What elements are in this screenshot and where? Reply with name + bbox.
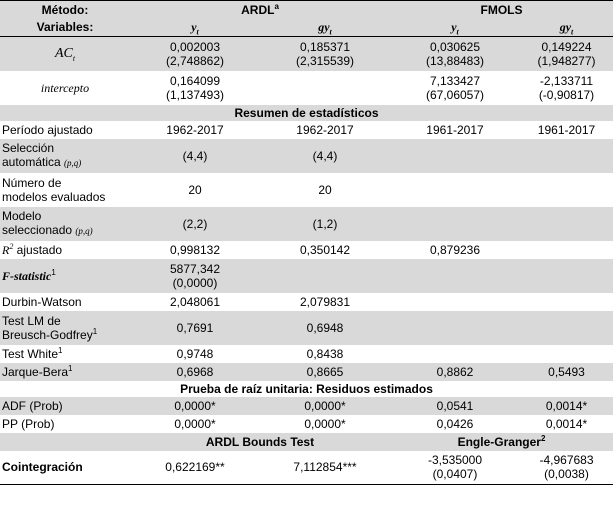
ac-sub: t bbox=[72, 53, 76, 63]
row-seleccion bbox=[0, 139, 613, 173]
modelo-pq: (p,q) bbox=[75, 226, 93, 236]
lm-label-1: Test LM de bbox=[2, 313, 61, 328]
engle-text: Engle-Granger bbox=[457, 434, 541, 449]
periodo-v2: 1962-2017 bbox=[296, 122, 354, 137]
row-intercept bbox=[0, 71, 613, 105]
intercept-v1-t: (1,137493) bbox=[165, 87, 225, 102]
ardl-header bbox=[130, 1, 390, 19]
raiz-title: Prueba de raíz unitaria: Residuos estimados bbox=[180, 381, 433, 396]
header-row-method bbox=[0, 1, 613, 19]
variables-label: Variables: bbox=[36, 20, 94, 35]
jb-v2: 0,8665 bbox=[306, 364, 344, 379]
fstat-v1 bbox=[130, 259, 260, 293]
adf-v2: 0,0000* bbox=[304, 398, 346, 413]
numero-v4 bbox=[520, 173, 613, 207]
r2-r: R bbox=[2, 242, 10, 257]
fstat-label bbox=[0, 259, 130, 293]
white-v3 bbox=[390, 345, 520, 363]
intercept-v4 bbox=[520, 71, 613, 105]
r2-text: ajustado bbox=[13, 242, 63, 257]
numero-v1: 20 bbox=[188, 182, 202, 197]
numero-label-1: Número de bbox=[2, 175, 62, 190]
dw-v3 bbox=[390, 293, 520, 311]
coint-v1: 0,622169** bbox=[165, 460, 225, 475]
modelo-text: seleccionado bbox=[2, 223, 73, 237]
periodo-v3: 1961-2017 bbox=[426, 122, 484, 137]
ac-label bbox=[0, 37, 130, 71]
coint-v3-val: -3,535000 bbox=[427, 453, 483, 468]
white-label bbox=[0, 345, 130, 363]
jb-text: Jarque-Bera bbox=[2, 364, 69, 379]
fstat-sup: 1 bbox=[51, 267, 56, 277]
pp-v1: 0,0000* bbox=[174, 416, 216, 431]
fstat-v2 bbox=[260, 259, 390, 293]
numero-label bbox=[0, 173, 130, 207]
intercept-v1-val: 0,164099 bbox=[169, 73, 221, 88]
modelo-v2: (1,2) bbox=[312, 216, 338, 231]
adf-v3: 0,0541 bbox=[436, 398, 474, 413]
tests-header-blank bbox=[0, 433, 130, 451]
row-jb bbox=[0, 363, 613, 381]
col-y-ardl bbox=[130, 19, 260, 37]
coint-v3 bbox=[390, 451, 520, 485]
col-sub: t bbox=[329, 27, 332, 37]
pp-label: PP (Prob) bbox=[2, 416, 55, 431]
seleccion-label bbox=[0, 139, 130, 173]
row-cointegracion bbox=[0, 451, 613, 485]
seleccion-v2: (4,4) bbox=[312, 148, 338, 163]
fstat-v1-val: 5877,342 bbox=[169, 261, 221, 276]
adf-label: ADF (Prob) bbox=[2, 398, 63, 413]
row-tests-header bbox=[0, 433, 613, 451]
modelo-v4 bbox=[520, 207, 613, 241]
pp-v2: 0,0000* bbox=[304, 416, 346, 431]
lm-v2: 0,6948 bbox=[306, 320, 344, 335]
col-gy-fmols bbox=[520, 19, 613, 37]
lm-v1: 0,7691 bbox=[176, 320, 214, 335]
pp-v3: 0,0426 bbox=[436, 416, 474, 431]
white-v2: 0,8438 bbox=[306, 346, 344, 361]
section-resumen bbox=[0, 105, 613, 121]
col-sub: t bbox=[456, 27, 459, 37]
white-text: Test White bbox=[2, 346, 59, 361]
metodo-label: Método: bbox=[41, 2, 89, 17]
numero-v3 bbox=[390, 173, 520, 207]
intercept-v3-t: (67,06057) bbox=[425, 87, 485, 102]
adf-v4: 0,0014* bbox=[545, 398, 588, 413]
ardl-sup: a bbox=[274, 1, 279, 11]
ac-text: AC bbox=[54, 45, 73, 61]
header-row-variables bbox=[0, 19, 613, 37]
coint-v4 bbox=[520, 451, 613, 485]
coint-v3-p: (0,0407) bbox=[432, 467, 478, 482]
intercept-v3-val: 7,133427 bbox=[429, 73, 481, 88]
r2-label bbox=[0, 241, 130, 259]
ac-v3-val: 0,030625 bbox=[429, 39, 481, 54]
intercept-label: intercepto bbox=[40, 80, 90, 95]
adf-v1: 0,0000* bbox=[174, 398, 216, 413]
row-pp bbox=[0, 415, 613, 433]
col-sub: t bbox=[196, 27, 199, 37]
coint-v2: 7,112854*** bbox=[293, 460, 357, 475]
intercept-v4-t: (-0,90817) bbox=[538, 87, 595, 102]
fstat-text: F-statistic bbox=[2, 268, 52, 283]
row-lm bbox=[0, 311, 613, 345]
lm-text: Breusch-Godfrey bbox=[2, 327, 93, 342]
jb-sup: 1 bbox=[68, 363, 73, 373]
modelo-label-1: Modelo bbox=[2, 209, 42, 223]
jb-label bbox=[0, 363, 130, 381]
fstat-v3 bbox=[390, 259, 520, 293]
row-white bbox=[0, 345, 613, 363]
fstat-v1-p: (0,0000) bbox=[172, 275, 218, 290]
seleccion-v3 bbox=[390, 139, 520, 173]
r2-v2: 0,350142 bbox=[299, 242, 351, 257]
white-v1: 0,9748 bbox=[176, 346, 214, 361]
dw-label: Durbin-Watson bbox=[2, 294, 82, 309]
dw-v4 bbox=[520, 293, 613, 311]
col-y-fmols bbox=[390, 19, 520, 37]
row-r2 bbox=[0, 241, 613, 259]
numero-v2: 20 bbox=[318, 182, 332, 197]
row-modelo bbox=[0, 207, 613, 241]
lm-sup: 1 bbox=[92, 326, 98, 336]
intercept-v1 bbox=[130, 71, 260, 105]
seleccion-v4 bbox=[520, 139, 613, 173]
engle-title bbox=[390, 433, 613, 451]
intercept-v4-val: -2,133711 bbox=[539, 73, 594, 88]
engle-sup: 2 bbox=[540, 433, 546, 443]
seleccion-label-1: Selección bbox=[2, 141, 55, 155]
ac-v1-t: (2,748862) bbox=[165, 53, 225, 68]
row-fstat bbox=[0, 259, 613, 293]
lm-v3 bbox=[390, 311, 520, 345]
row-dw bbox=[0, 293, 613, 311]
jb-v1: 0,6968 bbox=[176, 364, 214, 379]
col-gy-text: gy bbox=[559, 20, 572, 35]
r2-v3: 0,879236 bbox=[429, 242, 481, 257]
intercept-v3 bbox=[390, 71, 520, 105]
bounds-title: ARDL Bounds Test bbox=[205, 434, 315, 449]
seleccion-text: automática bbox=[2, 155, 61, 169]
row-adf bbox=[0, 397, 613, 415]
col-sub: t bbox=[571, 27, 574, 37]
ac-v4 bbox=[520, 37, 613, 71]
col-y-text: y bbox=[191, 20, 197, 35]
modelo-v1: (2,2) bbox=[182, 216, 208, 231]
ac-v1 bbox=[130, 37, 260, 71]
r2-v1: 0,998132 bbox=[169, 242, 221, 257]
periodo-v4: 1961-2017 bbox=[537, 122, 596, 137]
lm-v4 bbox=[520, 311, 613, 345]
fmols-header: FMOLS bbox=[480, 2, 523, 17]
coint-v4-p: (0,0038) bbox=[544, 467, 589, 482]
seleccion-label-2 bbox=[2, 155, 128, 170]
ac-v2-val: 0,185371 bbox=[299, 39, 351, 54]
ac-v1-val: 0,002003 bbox=[169, 39, 221, 54]
white-v4 bbox=[520, 345, 613, 363]
r2-v4 bbox=[520, 241, 613, 259]
coint-v4-val: -4,967683 bbox=[539, 453, 594, 468]
numero-label-2: modelos evaluados bbox=[2, 189, 106, 204]
dw-v1: 2,048061 bbox=[169, 294, 221, 309]
fstat-v4 bbox=[520, 259, 613, 293]
col-y-text: y bbox=[451, 20, 457, 35]
ac-v2 bbox=[260, 37, 390, 71]
periodo-v1: 1962-2017 bbox=[166, 122, 224, 137]
modelo-label-2 bbox=[2, 223, 128, 238]
ac-v4-val: 0,149224 bbox=[541, 39, 592, 54]
modelo-label bbox=[0, 207, 130, 241]
dw-v2: 2,079831 bbox=[299, 294, 351, 309]
intercept-v2 bbox=[260, 71, 390, 105]
lm-label-2 bbox=[2, 328, 128, 342]
ac-v2-t: (2,315539) bbox=[295, 53, 355, 68]
col-gy-ardl bbox=[260, 19, 390, 37]
resumen-title: Resumen de estadísticos bbox=[234, 105, 379, 120]
col-gy-text: gy bbox=[318, 20, 330, 35]
jb-v3: 0,8862 bbox=[436, 364, 474, 379]
ardl-text: ARDL bbox=[241, 2, 275, 17]
jb-v4: 0,5493 bbox=[548, 364, 585, 379]
seleccion-pq: (p,q) bbox=[64, 158, 82, 168]
white-sup: 1 bbox=[58, 345, 63, 355]
modelo-v3 bbox=[390, 207, 520, 241]
row-periodo bbox=[0, 121, 613, 139]
r2-sup: 2 bbox=[9, 241, 14, 251]
ac-v4-t: (1,948277) bbox=[537, 53, 596, 68]
seleccion-v1: (4,4) bbox=[182, 148, 208, 163]
periodo-label: Período ajustado bbox=[2, 122, 93, 137]
section-raiz bbox=[0, 381, 613, 397]
row-numero bbox=[0, 173, 613, 207]
ac-v3-t: (13,88483) bbox=[425, 53, 485, 68]
row-ac bbox=[0, 37, 613, 71]
coint-label: Cointegración bbox=[2, 460, 83, 475]
ac-v3 bbox=[390, 37, 520, 71]
lm-label bbox=[0, 311, 130, 345]
pp-v4: 0,0014* bbox=[545, 416, 588, 431]
